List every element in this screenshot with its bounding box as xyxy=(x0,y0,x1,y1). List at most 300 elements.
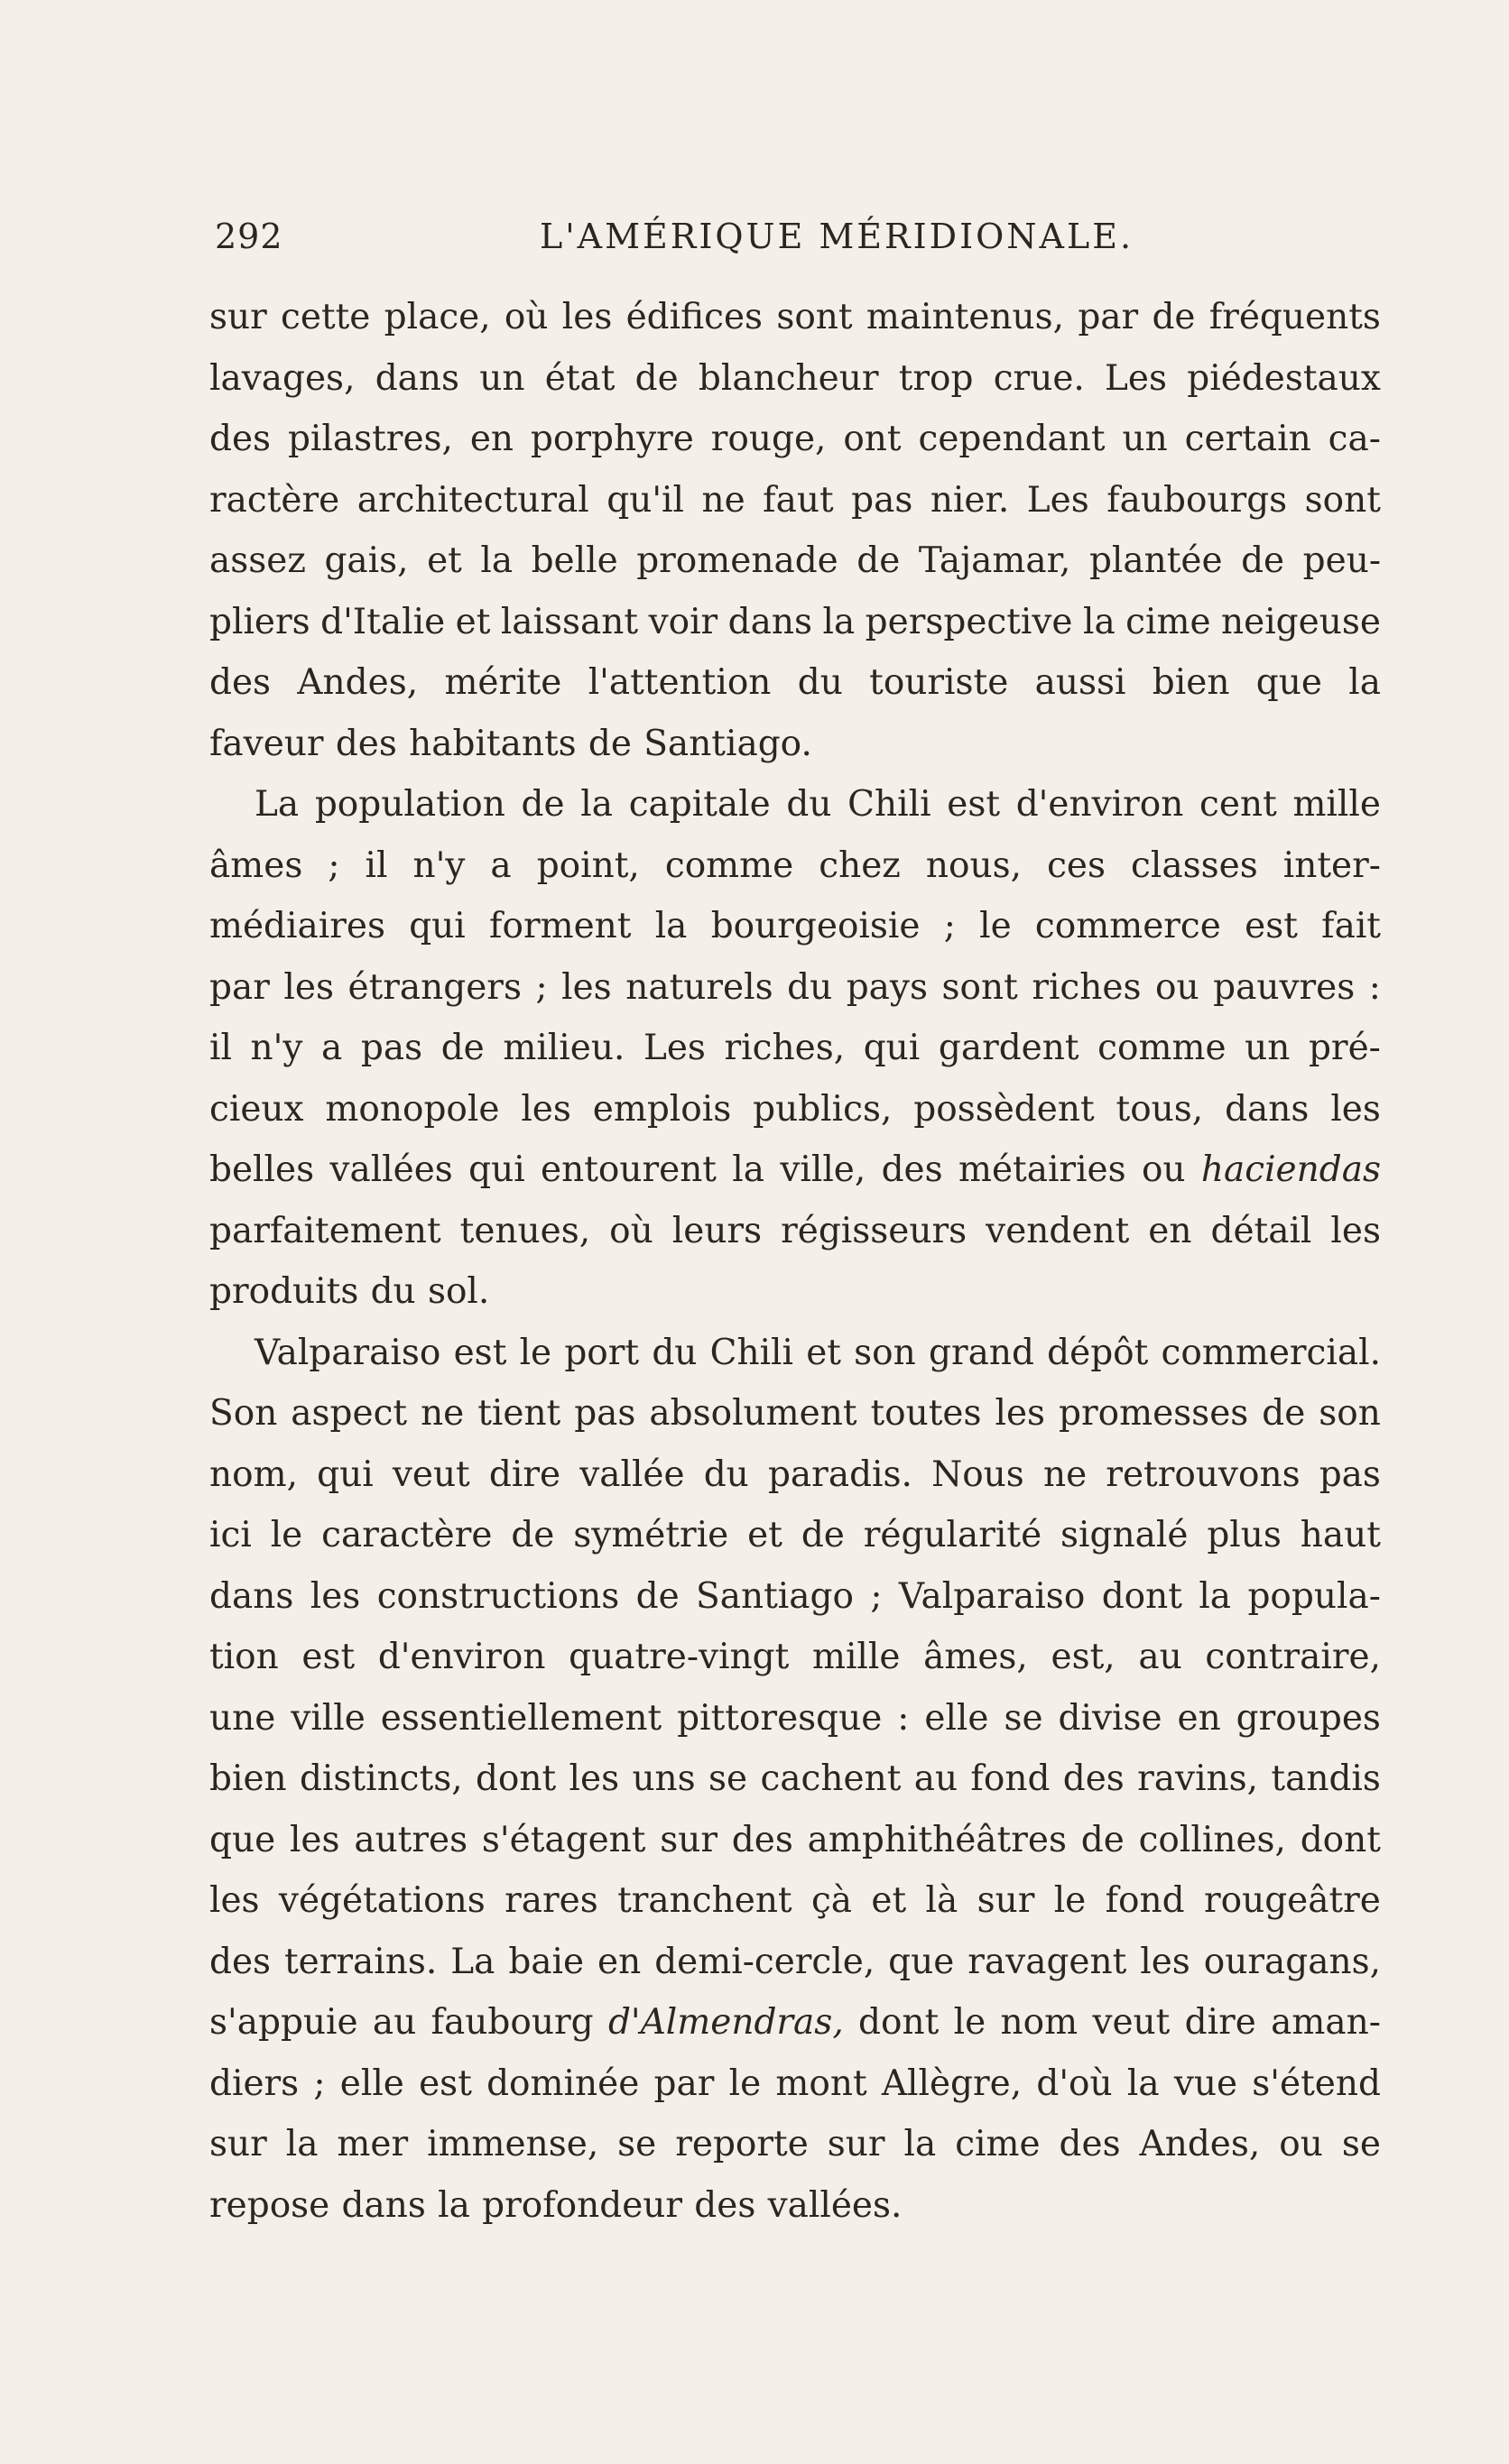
word: porphyre xyxy=(530,419,694,459)
word: pas xyxy=(851,479,913,521)
word: commerce xyxy=(1034,906,1221,946)
word: vallées xyxy=(329,1149,453,1190)
word: tenues, xyxy=(459,1210,591,1251)
word: ravins, xyxy=(1137,1758,1259,1799)
word: au xyxy=(1138,1637,1182,1677)
word: dire xyxy=(1184,2002,1256,2043)
word: et xyxy=(806,1332,841,1373)
word: les xyxy=(1330,1088,1381,1130)
word: les xyxy=(561,966,612,1008)
word: dans xyxy=(209,1575,294,1617)
word: du xyxy=(703,1453,749,1495)
word: s'étend xyxy=(1252,2063,1381,2104)
word: fond xyxy=(1105,1880,1185,1921)
word: ne xyxy=(1042,1453,1088,1495)
word: du xyxy=(786,784,832,825)
text-line xyxy=(209,1383,1381,1444)
word: et xyxy=(427,540,462,581)
word: les xyxy=(283,966,334,1008)
page-header xyxy=(215,217,1379,262)
text-line xyxy=(209,592,1381,653)
word: contraire, xyxy=(1205,1637,1381,1677)
word: son xyxy=(1319,1393,1381,1434)
word: Andes, xyxy=(1139,2124,1261,2164)
word: par xyxy=(209,966,270,1008)
word: les xyxy=(1330,1210,1381,1251)
word: et xyxy=(871,1880,907,1921)
word: ici xyxy=(209,1515,252,1555)
word: fréquents xyxy=(1208,297,1381,337)
word: de xyxy=(635,1575,680,1617)
text-line xyxy=(209,1140,1381,1201)
word: de xyxy=(588,723,632,764)
word: plantée xyxy=(1088,540,1223,581)
word: aussi xyxy=(1034,662,1126,703)
text-line xyxy=(209,1323,1381,1384)
word: est, xyxy=(1051,1637,1116,1677)
word: édifices xyxy=(625,297,764,337)
word: où xyxy=(609,1210,653,1251)
word: repose xyxy=(209,2184,330,2226)
word: bourgeoisie xyxy=(710,906,921,946)
word: par xyxy=(653,2063,715,2104)
word: le xyxy=(728,2063,762,2104)
text-line xyxy=(209,835,1381,897)
word: blancheur xyxy=(698,357,879,399)
word: se xyxy=(617,2124,657,2164)
word: les xyxy=(289,1819,340,1860)
word: a xyxy=(490,844,512,886)
word: veut xyxy=(1092,2002,1171,2043)
word: étrangers xyxy=(347,966,522,1008)
word: de xyxy=(1241,540,1285,581)
word: est xyxy=(419,2063,472,2104)
word: une xyxy=(209,1697,276,1739)
word: belles xyxy=(209,1149,315,1190)
word: des xyxy=(209,662,272,703)
word: et xyxy=(455,601,491,642)
word: ractère xyxy=(209,479,340,521)
word: nous, xyxy=(925,844,1023,886)
word: qui xyxy=(468,1149,525,1190)
word: au xyxy=(913,1758,958,1799)
word: cette xyxy=(281,297,371,337)
word: est xyxy=(1245,906,1298,946)
word: dont xyxy=(1101,1575,1182,1617)
word: d'environ xyxy=(377,1637,546,1677)
word: la xyxy=(438,2184,470,2226)
text-line xyxy=(209,2114,1381,2175)
body-text xyxy=(209,287,1381,2236)
word: là xyxy=(925,1880,958,1921)
word: âmes, xyxy=(923,1637,1028,1677)
word: des xyxy=(731,1819,793,1860)
word: sur xyxy=(209,2124,267,2164)
word: cent xyxy=(1199,784,1277,825)
word: La xyxy=(255,784,300,825)
word: pilastres, xyxy=(287,419,453,459)
word: les xyxy=(561,297,613,337)
text-line xyxy=(209,1749,1381,1810)
word: possèdent xyxy=(913,1088,1095,1130)
text-line xyxy=(209,774,1381,835)
word: de xyxy=(634,357,679,399)
word: point, xyxy=(536,844,640,886)
word: rougeâtre xyxy=(1203,1880,1381,1921)
word: Allègre, xyxy=(881,2063,1023,2104)
word: sont xyxy=(776,297,853,337)
word: des xyxy=(209,419,272,459)
word: les xyxy=(209,1880,260,1921)
word: ou xyxy=(1279,2124,1323,2164)
word: rouge, xyxy=(710,419,827,459)
word: dans xyxy=(375,357,460,399)
word: de xyxy=(1262,1393,1306,1434)
word: qui xyxy=(409,906,466,946)
word: groupes xyxy=(1236,1697,1381,1739)
word: diers xyxy=(209,2063,300,2104)
word: s'appuie xyxy=(209,2002,358,2043)
word: peu- xyxy=(1302,540,1381,581)
word: parfaitement xyxy=(209,1210,441,1251)
word: Andes, xyxy=(297,662,419,703)
word: tient xyxy=(477,1393,561,1434)
word: fond xyxy=(970,1758,1051,1799)
word: signalé xyxy=(1060,1515,1189,1555)
word: sur xyxy=(977,1880,1035,1921)
word: la xyxy=(580,784,613,825)
word: place, xyxy=(384,297,491,337)
word: nom xyxy=(1000,2002,1079,2043)
word: en xyxy=(469,419,514,459)
word: certain xyxy=(1184,419,1311,459)
page-number: 292 xyxy=(215,217,283,256)
word: ouragans, xyxy=(1203,1941,1381,1982)
word: haut xyxy=(1300,1515,1381,1555)
word: mille xyxy=(1292,784,1381,825)
word: cime xyxy=(955,2124,1041,2164)
word: comme xyxy=(664,844,794,886)
word: constructions xyxy=(376,1575,620,1617)
word: la xyxy=(732,1149,765,1190)
word: Chili xyxy=(709,1332,793,1373)
word: sur xyxy=(827,2124,885,2164)
text-line xyxy=(209,348,1381,410)
text-line xyxy=(209,409,1381,470)
word: d'Almendras, xyxy=(607,2002,844,2043)
word: Valparaiso xyxy=(255,1332,441,1373)
word: mer xyxy=(337,2124,409,2164)
text-line xyxy=(209,1079,1381,1140)
word: cieux xyxy=(209,1088,304,1130)
word: métairies xyxy=(958,1149,1126,1190)
word: ; xyxy=(313,2063,326,2104)
text-line xyxy=(209,287,1381,348)
word: pittoresque xyxy=(677,1697,883,1739)
word: a xyxy=(321,1028,343,1068)
word: pays xyxy=(846,966,928,1008)
word: que xyxy=(888,1941,955,1982)
word: retrouvons xyxy=(1106,1453,1301,1495)
word: un xyxy=(1122,419,1168,459)
word: le xyxy=(953,2002,986,2043)
word: elle xyxy=(339,2063,404,2104)
word: cependant xyxy=(918,419,1106,459)
word: collines, xyxy=(1138,1819,1286,1860)
text-line xyxy=(209,1261,1381,1323)
word: Les xyxy=(643,1028,706,1068)
word: neigeuse xyxy=(1221,601,1381,642)
word: et xyxy=(747,1515,782,1555)
word: dans xyxy=(727,601,813,642)
text-line xyxy=(209,1870,1381,1932)
text-line xyxy=(209,1505,1381,1566)
word: vallée xyxy=(579,1453,685,1495)
word: çà xyxy=(810,1880,853,1921)
word: le xyxy=(519,1332,552,1373)
word: des xyxy=(694,2184,756,2226)
word: sur xyxy=(209,297,267,337)
word: s'étagent xyxy=(481,1819,646,1860)
word: des xyxy=(1062,1758,1125,1799)
word: tion xyxy=(209,1637,279,1677)
text-line xyxy=(209,1992,1381,2053)
text-line xyxy=(209,470,1381,531)
word: est xyxy=(301,1637,356,1677)
word: piédestaux xyxy=(1187,357,1381,399)
word: toutes xyxy=(870,1393,982,1434)
word: uns xyxy=(632,1758,696,1799)
word: en xyxy=(1148,1210,1192,1251)
word: vallées. xyxy=(767,2184,903,2226)
word: dont xyxy=(858,2002,940,2043)
word: aspect xyxy=(291,1393,408,1434)
word: essentiellement xyxy=(380,1697,662,1739)
word: faveur xyxy=(209,723,324,764)
word: habitants xyxy=(409,723,577,764)
word: plus xyxy=(1207,1515,1282,1555)
word: de xyxy=(521,784,565,825)
text-line xyxy=(209,1201,1381,1262)
word: âmes xyxy=(209,844,303,886)
word: Santiago. xyxy=(643,723,812,764)
word: caractère xyxy=(321,1515,493,1555)
word: est xyxy=(453,1332,507,1373)
word: sont xyxy=(941,966,1018,1008)
word: distincts, xyxy=(299,1758,463,1799)
text-line xyxy=(209,896,1381,957)
word: pauvres xyxy=(1213,966,1356,1008)
word: crue. xyxy=(993,357,1085,399)
word: monopole xyxy=(325,1088,500,1130)
word: la xyxy=(1199,1575,1232,1617)
word: belle xyxy=(531,540,618,581)
word: dominée xyxy=(486,2063,640,2104)
word: riches xyxy=(1032,966,1142,1008)
word: Valparaiso xyxy=(898,1575,1086,1617)
word: commercial. xyxy=(1161,1332,1381,1373)
word: la xyxy=(480,540,514,581)
word: perspective xyxy=(865,601,1073,642)
word: faubourgs xyxy=(1106,479,1288,521)
word: le xyxy=(270,1515,303,1555)
word: le xyxy=(979,906,1012,946)
word: qui xyxy=(863,1028,921,1068)
word: ; xyxy=(535,966,548,1008)
word: fait xyxy=(1321,906,1381,946)
word: n'y xyxy=(412,844,466,886)
word: port xyxy=(564,1332,640,1373)
word: vue xyxy=(1173,2063,1238,2104)
word: il xyxy=(365,844,388,886)
word: en xyxy=(597,1941,642,1982)
word: n'y xyxy=(250,1028,303,1068)
word: se xyxy=(1341,2124,1381,2164)
word: nier. xyxy=(930,479,1010,521)
word: promesses xyxy=(1059,1393,1249,1434)
word: comme xyxy=(1097,1028,1227,1068)
word: au xyxy=(372,2002,417,2043)
word: se xyxy=(1004,1697,1043,1739)
text-line xyxy=(209,1018,1381,1079)
word: état xyxy=(544,357,616,399)
word: population xyxy=(314,784,505,825)
word: voir xyxy=(648,601,718,642)
word: inter- xyxy=(1282,844,1381,886)
word: amphithéâtres xyxy=(807,1819,1067,1860)
word: emplois xyxy=(592,1088,732,1130)
word: que xyxy=(1255,662,1322,703)
word: milieu. xyxy=(503,1028,625,1068)
word: du xyxy=(797,662,843,703)
word: de xyxy=(856,540,901,581)
word: riches, xyxy=(724,1028,846,1068)
word: haciendas xyxy=(1200,1149,1381,1190)
word: de xyxy=(1080,1819,1125,1860)
word: de xyxy=(440,1028,485,1068)
word: régisseurs xyxy=(781,1210,967,1251)
word: qui xyxy=(317,1453,374,1495)
word: des xyxy=(881,1149,943,1190)
word: le xyxy=(1053,1880,1087,1921)
word: maintenus, xyxy=(866,297,1065,337)
word: ne xyxy=(421,1393,465,1434)
word: des xyxy=(209,1941,272,1982)
word: de xyxy=(511,1515,555,1555)
word: mille xyxy=(811,1637,901,1677)
word: la xyxy=(654,906,688,946)
word: bien xyxy=(209,1758,287,1799)
word: trop xyxy=(898,357,974,399)
word: d'Italie xyxy=(320,601,446,642)
word: chez xyxy=(819,844,901,886)
word: vendent xyxy=(986,1210,1130,1251)
word: promenade xyxy=(636,540,838,581)
word: dans xyxy=(1225,1088,1310,1130)
word: paradis. xyxy=(767,1453,912,1495)
word: la xyxy=(1126,2063,1160,2104)
word: sol. xyxy=(427,1271,490,1312)
word: ou xyxy=(1155,966,1199,1008)
word: nom, xyxy=(209,1453,298,1495)
word: ravagent xyxy=(967,1941,1127,1982)
word: : xyxy=(897,1697,910,1739)
word: Les xyxy=(1105,357,1168,399)
word: pliers xyxy=(209,601,310,642)
word: tranchent xyxy=(617,1880,792,1921)
word: ces xyxy=(1047,844,1106,886)
word: les xyxy=(521,1088,571,1130)
text-line xyxy=(209,2175,1381,2237)
word: naturels xyxy=(625,966,773,1008)
word: dont xyxy=(475,1758,557,1799)
word: cime xyxy=(1125,601,1211,642)
word: les xyxy=(569,1758,620,1799)
word: en xyxy=(1177,1697,1221,1739)
word: où xyxy=(504,297,549,337)
word: La xyxy=(450,1941,495,1982)
word: baie xyxy=(508,1941,585,1982)
word: rares xyxy=(505,1880,598,1921)
word: ville, xyxy=(780,1149,866,1190)
word: médiaires xyxy=(209,906,385,946)
word: faubourg xyxy=(430,2002,594,2043)
word: touriste xyxy=(869,662,1009,703)
word: Nous xyxy=(931,1453,1024,1495)
word: dont xyxy=(1300,1819,1381,1860)
word: gais, xyxy=(324,540,409,581)
word: popula- xyxy=(1247,1575,1381,1617)
word: dire xyxy=(488,1453,561,1495)
word: ; xyxy=(870,1575,883,1617)
word: les xyxy=(1140,1941,1190,1982)
word: ne xyxy=(701,479,745,521)
word: mont xyxy=(775,2063,867,2104)
word: ; xyxy=(943,906,956,946)
word: se xyxy=(708,1758,748,1799)
word: tous, xyxy=(1116,1088,1204,1130)
word: capitale xyxy=(628,784,771,825)
word: la xyxy=(1348,662,1381,703)
word: du xyxy=(787,966,833,1008)
word: un xyxy=(1245,1028,1291,1068)
word: qu'il xyxy=(606,479,685,521)
text-line xyxy=(209,957,1381,1019)
word: quatre-vingt xyxy=(569,1637,790,1677)
word: il xyxy=(209,1028,232,1068)
word: leurs xyxy=(671,1210,763,1251)
word: ca- xyxy=(1328,419,1381,459)
word: dépôt xyxy=(1047,1332,1149,1373)
word: profondeur xyxy=(482,2184,683,2226)
word: ont xyxy=(843,419,902,459)
word: absolument xyxy=(649,1393,857,1434)
word: veut xyxy=(392,1453,470,1495)
word: de xyxy=(1152,297,1196,337)
word: terrains. xyxy=(284,1941,438,1982)
word: Les xyxy=(1026,479,1089,521)
word: ; xyxy=(328,844,340,886)
word: divise xyxy=(1058,1697,1162,1739)
word: un xyxy=(479,357,525,399)
word: la xyxy=(285,2124,319,2164)
text-line xyxy=(209,2053,1381,2115)
word: Chili xyxy=(847,784,931,825)
word: assez xyxy=(209,540,306,581)
word: gardent xyxy=(938,1028,1079,1068)
text-line xyxy=(209,1810,1381,1871)
word: son xyxy=(854,1332,916,1373)
